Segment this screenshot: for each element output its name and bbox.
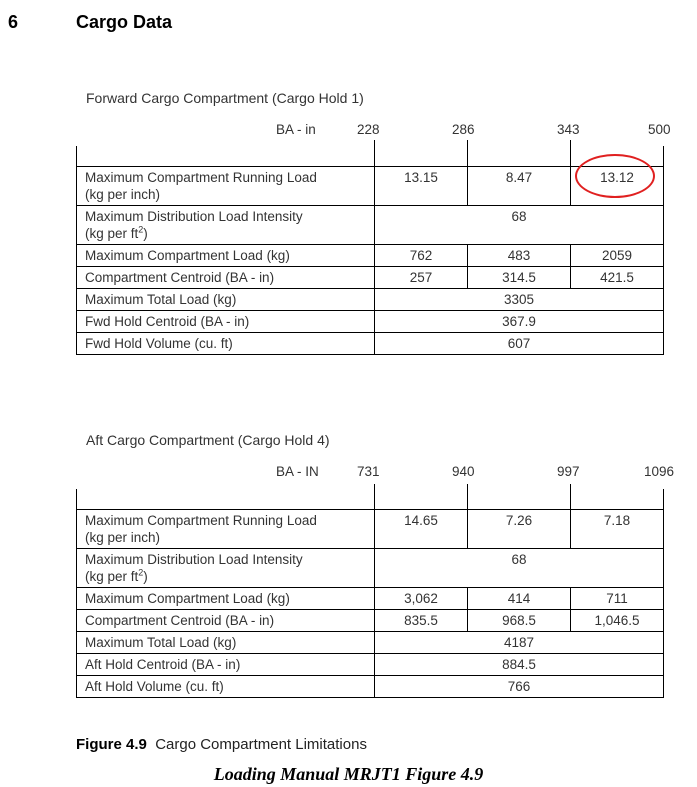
aft-ba-station: 997 xyxy=(557,464,580,479)
figure-number: Figure 4.9 xyxy=(76,736,147,753)
table-cell: 314.5 xyxy=(468,267,571,289)
aft-ba-station: 1096 xyxy=(644,464,675,479)
section-title: Cargo Data xyxy=(76,12,173,32)
table-row xyxy=(77,206,664,245)
row-label: Maximum Total Load (kg) xyxy=(77,289,375,311)
forward-ba-station: 286 xyxy=(452,122,475,137)
table-row xyxy=(77,588,664,610)
table-cell: 4187 xyxy=(375,632,664,654)
table-cell: 3305 xyxy=(375,289,664,311)
row-label: Maximum Distribution Load Intensity (kg per $ft^2$) xyxy=(77,206,375,245)
table-row xyxy=(77,333,664,355)
table-cell: 762 xyxy=(375,245,468,267)
table-cell: 766 xyxy=(375,676,664,698)
table-row xyxy=(77,267,664,289)
row-label: Fwd Hold Volume (cu. ft) xyxy=(77,333,375,355)
table-cell: 68 xyxy=(375,549,664,588)
table-cell: 884.5 xyxy=(375,654,664,676)
table-cell-highlighted: 13.12 xyxy=(571,167,664,206)
forward-ba-station: 343 xyxy=(557,122,580,137)
table-row xyxy=(77,676,664,698)
table-row xyxy=(77,245,664,267)
table-cell: 483 xyxy=(468,245,571,267)
forward-ba-station: 228 xyxy=(357,122,380,137)
table-cell: 257 xyxy=(375,267,468,289)
figure-caption xyxy=(76,736,367,753)
table-row xyxy=(77,549,664,588)
aft-table-title: Aft Cargo Compartment (Cargo Hold 4) xyxy=(86,432,330,448)
forward-ba-label: BA - in xyxy=(276,122,316,137)
table-cell: 7.18 xyxy=(571,510,664,549)
table-cell: 607 xyxy=(375,333,664,355)
figure-title: Cargo Compartment Limitations xyxy=(155,736,367,753)
row-label: Maximum Compartment Load (kg) xyxy=(77,245,375,267)
section-number: 6 xyxy=(8,12,19,32)
row-label: Aft Hold Volume (cu. ft) xyxy=(77,676,375,698)
table-row xyxy=(77,311,664,333)
source-citation: Loading Manual MRJT1 Figure 4.9 xyxy=(213,764,484,784)
table-header-spacer xyxy=(77,146,664,167)
table-row xyxy=(77,510,664,549)
highlight-circle xyxy=(575,154,655,198)
table-cell: 835.5 xyxy=(375,610,468,632)
aft-cargo-table xyxy=(76,489,664,698)
table-cell: 68 xyxy=(375,206,664,245)
table-cell: 414 xyxy=(468,588,571,610)
forward-table-title: Forward Cargo Compartment (Cargo Hold 1) xyxy=(86,90,364,106)
row-label: Compartment Centroid (BA - in) xyxy=(77,267,375,289)
table-row xyxy=(77,632,664,654)
table-cell: 7.26 xyxy=(468,510,571,549)
table-header-spacer xyxy=(77,489,664,510)
table-cell: 968.5 xyxy=(468,610,571,632)
row-label: Fwd Hold Centroid (BA - in) xyxy=(77,311,375,333)
table-cell: 1,046.5 xyxy=(571,610,664,632)
table-cell: 421.5 xyxy=(571,267,664,289)
table-cell: 711 xyxy=(571,588,664,610)
row-label: Maximum Compartment Load (kg) xyxy=(77,588,375,610)
row-label: Compartment Centroid (BA - in) xyxy=(77,610,375,632)
table-row xyxy=(77,654,664,676)
row-label: Maximum Distribution Load Intensity (kg per $ft^2$) xyxy=(77,549,375,588)
row-label: Maximum Total Load (kg) xyxy=(77,632,375,654)
table-cell: 2059 xyxy=(571,245,664,267)
row-label: Aft Hold Centroid (BA - in) xyxy=(77,654,375,676)
table-cell: 3,062 xyxy=(375,588,468,610)
forward-ba-station: 500 xyxy=(648,122,671,137)
row-label: Maximum Compartment Running Load (kg per inch) xyxy=(77,167,375,206)
table-cell: 367.9 xyxy=(375,311,664,333)
aft-ba-station: 940 xyxy=(452,464,475,479)
table-row xyxy=(77,289,664,311)
row-label: Maximum Compartment Running Load (kg per inch) xyxy=(77,510,375,549)
table-cell: 14.65 xyxy=(375,510,468,549)
aft-ba-station: 731 xyxy=(357,464,380,479)
table-cell: 8.47 xyxy=(468,167,571,206)
table-cell: 13.15 xyxy=(375,167,468,206)
aft-ba-label: BA - IN xyxy=(276,464,319,479)
table-row xyxy=(77,610,664,632)
